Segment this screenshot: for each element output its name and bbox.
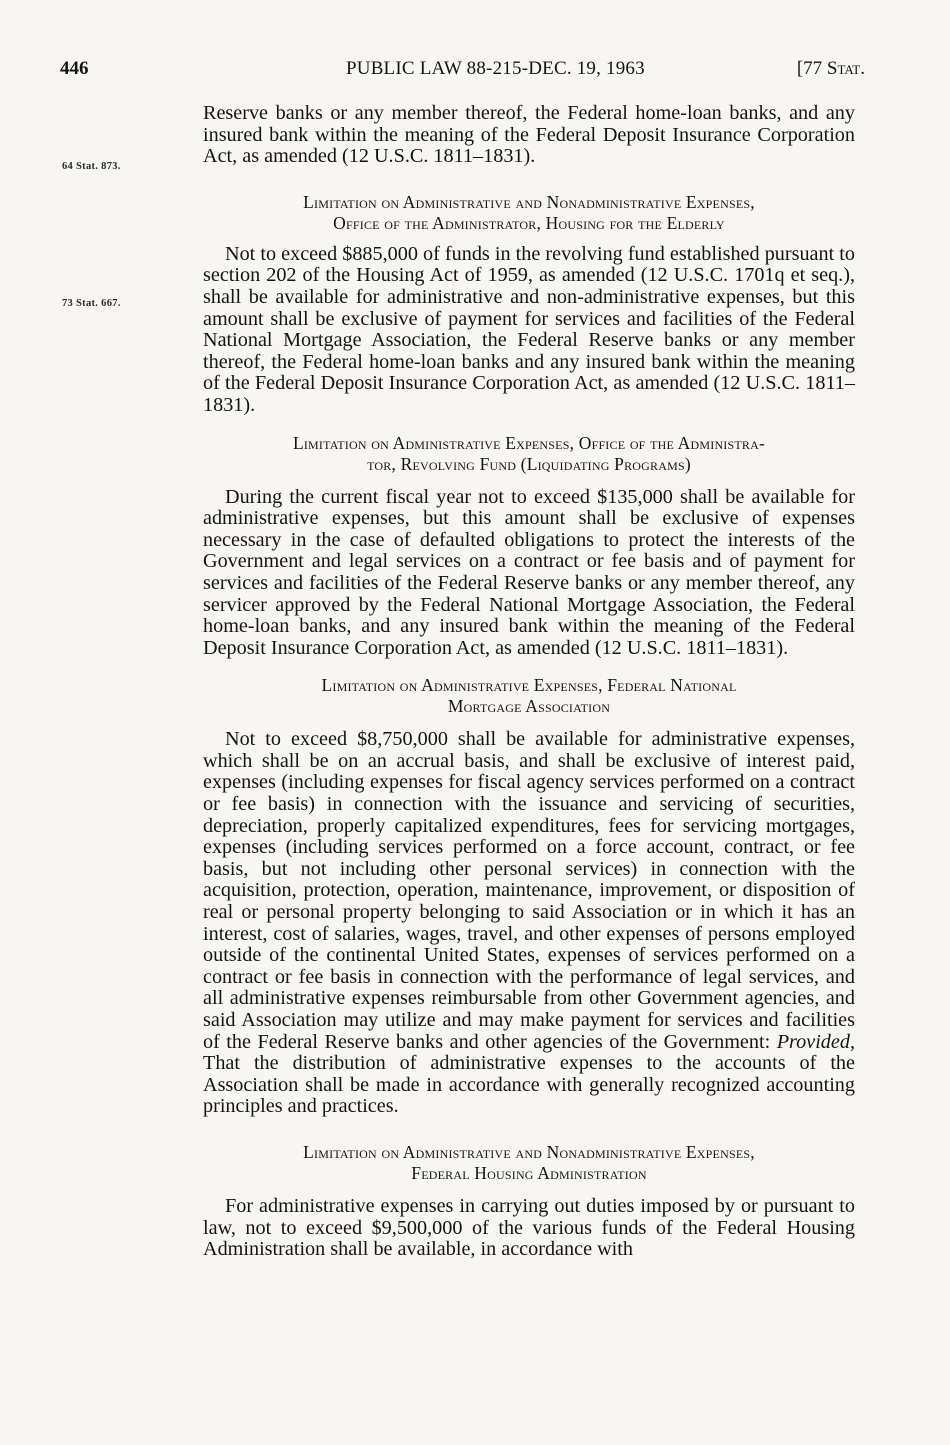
section-paragraph: For administrative expenses in carrying out duties imposed by or pursuant to law, not to exceed $9,500,000 of the various funds of the Federal Housing Administration shall be available, in accordance with bbox=[203, 1194, 855, 1261]
heading-line: Limitation on Administrative Expenses, Office of the Administra- bbox=[292, 432, 766, 453]
section-heading-fnma bbox=[203, 675, 855, 717]
paragraph-text: Not to exceed $8,750,000 shall be available for administrative expenses, which shall be on an accrual basis, and shall be exclusive of interest paid, expenses (including expenses for fiscal agency services performed on a contract or fee basis) in connection with the issuance and servicing of securities, depreciation, properly capitalized expenditures, fees for servicing mortgages, expenses (including services performed on a force account, contract, or fee basis, but not including other personal services) in connection with the acquisition, protection, operation, maintenance, improvement, or disposition of real or personal property belonging to said Association or in which it has an interest, cost of salaries, wages, travel, and other expenses of persons employed outside of the continental United States, expenses of services performed on a contract or fee basis in connection with the performance of legal services, and all administrative expenses reimbursable from other Government agencies, and said Association may utilize and may make payment for services and facilities of the Federal Reserve banks and other agencies of the Government: bbox=[203, 728, 855, 1053]
heading-line: Limitation on Administrative and Nonadministrative Expenses, bbox=[303, 1141, 755, 1162]
document-body bbox=[203, 103, 855, 1261]
heading-line: tor, Revolving Fund (Liquidating Programs) bbox=[367, 453, 691, 474]
paragraph-text: , That the distribution of administrative expenses to the accounts of the Association shall be made in accordance with generally recognized accounting principles and practices. bbox=[203, 1030, 855, 1118]
heading-line: Limitation on Administrative Expenses, Federal National bbox=[321, 675, 737, 696]
heading-line: Limitation on Administrative and Nonadministrative Expenses, bbox=[303, 191, 755, 212]
italic-proviso: Provided bbox=[776, 1030, 850, 1053]
section-paragraph: Not to exceed $885,000 of funds in the revolving fund established pursuant to section 202 of the Housing Act of 1959, as amended (12 U.S.C. 1701q et seq.), shall be available for administrative and non-administrative expenses, but this amount shall be exclusive of payment for services and facilities of the Federal National Mortgage Association, the Federal Reserve banks or any member thereof, the Federal home-loan banks and any insured bank within the meaning of the Federal Deposit Insurance Corporation Act, as amended (12 U.S.C. 1811–1831). bbox=[203, 242, 855, 416]
margin-note-73-stat: 73 Stat. 667. bbox=[62, 298, 121, 309]
section-paragraph bbox=[203, 729, 855, 1118]
section-heading-revolving-fund bbox=[203, 433, 855, 475]
statute-bracket: [77 bbox=[796, 58, 827, 79]
running-title: PUBLIC LAW 88-215-DEC. 19, 1963 bbox=[346, 58, 645, 79]
statute-volume-reference bbox=[797, 58, 865, 80]
section-heading-fha bbox=[203, 1142, 855, 1184]
heading-line: Federal Housing Administration bbox=[411, 1162, 647, 1183]
heading-line: Office of the Administrator, Housing for the Elderly bbox=[333, 212, 725, 233]
continued-paragraph: Reserve banks or any member thereof, the Federal home-loan banks, and any insured bank within the meaning of the Federal Deposit Insurance Corporation Act, as amended (12 U.S.C. 1811–1831). bbox=[203, 102, 855, 168]
page-header bbox=[60, 58, 865, 88]
section-heading-housing-elderly bbox=[203, 192, 855, 234]
heading-line: Mortgage Association bbox=[447, 696, 611, 717]
section-paragraph: During the current fiscal year not to exceed $135,000 shall be available for administrative expenses, but this amount shall be exclusive of expenses necessary in the case of defaulted obligations to protect the interests of the Government and legal services on a contract or fee basis and of payment for services and facilities of the Federal Reserve banks or any member thereof, any servicer approved by the Federal National Mortgage Association, the Federal home-loan banks, and any insured bank within the meaning of the Federal Deposit Insurance Corporation Act, as amended (12 U.S.C. 1811–1831). bbox=[203, 485, 855, 659]
margin-note-64-stat: 64 Stat. 873. bbox=[62, 161, 121, 172]
page-number: 446 bbox=[60, 58, 89, 79]
statute-label: Stat. bbox=[826, 58, 865, 79]
